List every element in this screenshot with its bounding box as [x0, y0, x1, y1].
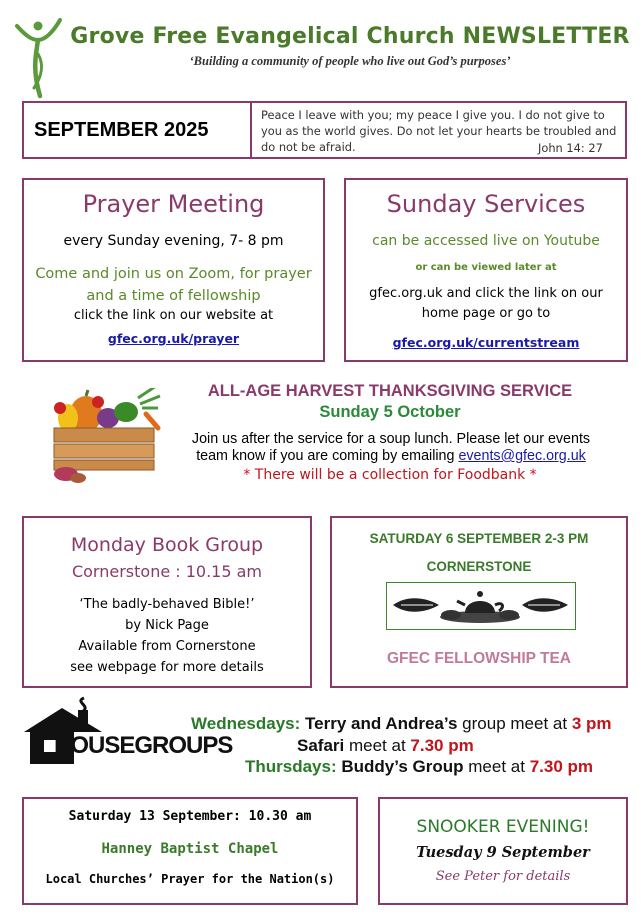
snooker-date: Tuesday 9 September	[416, 844, 590, 861]
safari-group: Safari	[297, 736, 345, 755]
sunday-services-title: Sunday Services	[386, 190, 586, 218]
book-group-time: Cornerstone : 10.15 am	[71, 562, 263, 581]
newsletter-title: Grove Free Evangelical Church NEWSLETTER	[70, 24, 630, 49]
vegetable-crate-image	[46, 388, 164, 484]
housegroups-wednesday	[191, 714, 631, 734]
housegroups-safari	[297, 736, 597, 756]
tea-title: GFEC FELLOWSHIP TEA	[387, 650, 571, 667]
thu-time: 7.30 pm	[529, 757, 594, 776]
month-banner	[22, 101, 627, 159]
thu-group: Buddy’s Group	[341, 757, 464, 776]
wed-label: Wednesdays:	[191, 714, 301, 733]
housegroups-logo-text: HOUSEGROUPS	[54, 732, 233, 759]
book-details: see webpage for more details	[70, 660, 264, 675]
harvest-body-text: Join us after the service for a soup lunch. Please let our events team know if you are coming by emailing	[191, 431, 591, 464]
harvest-title: ALL-AGE HARVEST THANKSGIVING SERVICE	[207, 382, 573, 400]
tea-venue: CORNERSTONE	[426, 559, 532, 574]
verse-reference: John 14: 27	[538, 141, 603, 155]
foodbank-note: * There will be a collection for Foodbank *	[243, 467, 537, 483]
prayer-nation-title: Local Churches’ Prayer for the Nation(s)	[45, 872, 335, 886]
newsletter-tagline: ‘Building a community of people who live out God’s purposes’	[189, 54, 511, 68]
book-title: ‘The badly-behaved Bible!’	[79, 597, 255, 612]
safari-mid: meet at	[348, 736, 406, 755]
snooker-contact: See Peter for details	[435, 869, 571, 884]
sunday-services-box	[344, 178, 628, 362]
prayer-meeting-instruction: click the link on our website at	[73, 308, 274, 323]
book-group-box	[22, 516, 312, 688]
thu-label: Thursdays:	[245, 757, 337, 776]
prayer-nation-venue: Hanney Baptist Chapel	[101, 841, 279, 857]
wed-group: Terry and Andrea’s	[305, 714, 458, 733]
book-author: by Nick Page	[125, 618, 209, 633]
safari-time: 7.30 pm	[410, 736, 474, 755]
wed-mid: group meet at	[462, 714, 568, 733]
bible-verse: Peace I leave with you; my peace I give you. I do not give to you as the world gives. Do not let your hearts be troubled and do not be afraid.	[261, 108, 617, 154]
events-email-link[interactable]: events@gfec.org.uk	[458, 448, 586, 464]
month-label: SEPTEMBER 2025	[34, 119, 209, 141]
prayer-meeting-title: Prayer Meeting	[82, 190, 265, 218]
tea-illustration	[386, 582, 576, 630]
sunday-services-line2: or can be viewed later at	[415, 262, 557, 273]
prayer-nation-datetime: Saturday 13 September: 10.30 am	[68, 809, 312, 824]
harvest-date: Sunday 5 October	[319, 403, 461, 421]
book-availability: Available from Cornerstone	[78, 639, 256, 654]
book-group-title: Monday Book Group	[70, 534, 264, 556]
sunday-services-line1: can be accessed live on Youtube	[372, 233, 600, 249]
prayer-meeting-box	[22, 178, 325, 362]
thu-mid: meet at	[468, 757, 525, 776]
snooker-title: SNOOKER EVENING!	[416, 817, 590, 837]
sunday-services-line3: gfec.org.uk and click the link on our home page or go to	[369, 286, 603, 321]
prayer-meeting-invite: Come and join us on Zoom, for prayer and a time of fellowship	[35, 266, 312, 304]
teapot-icon	[387, 583, 574, 628]
harvest-body	[175, 431, 607, 465]
prayer-meeting-schedule: every Sunday evening, 7- 8 pm	[63, 233, 284, 249]
figure-logo-icon	[14, 14, 62, 100]
wed-time: 3 pm	[571, 714, 612, 733]
prayer-link[interactable]: gfec.org.uk/prayer	[107, 331, 240, 346]
housegroups-thursday	[245, 757, 635, 777]
snooker-box	[378, 797, 628, 905]
tea-datetime: SATURDAY 6 SEPTEMBER 2-3 PM	[369, 531, 589, 546]
currentstream-link[interactable]: gfec.org.uk/currentstream	[392, 335, 580, 350]
banner-divider	[250, 103, 252, 157]
church-logo	[14, 14, 62, 100]
fellowship-tea-box	[330, 516, 628, 688]
vegetable-crate-icon	[46, 388, 164, 484]
prayer-nation-box	[22, 797, 358, 905]
